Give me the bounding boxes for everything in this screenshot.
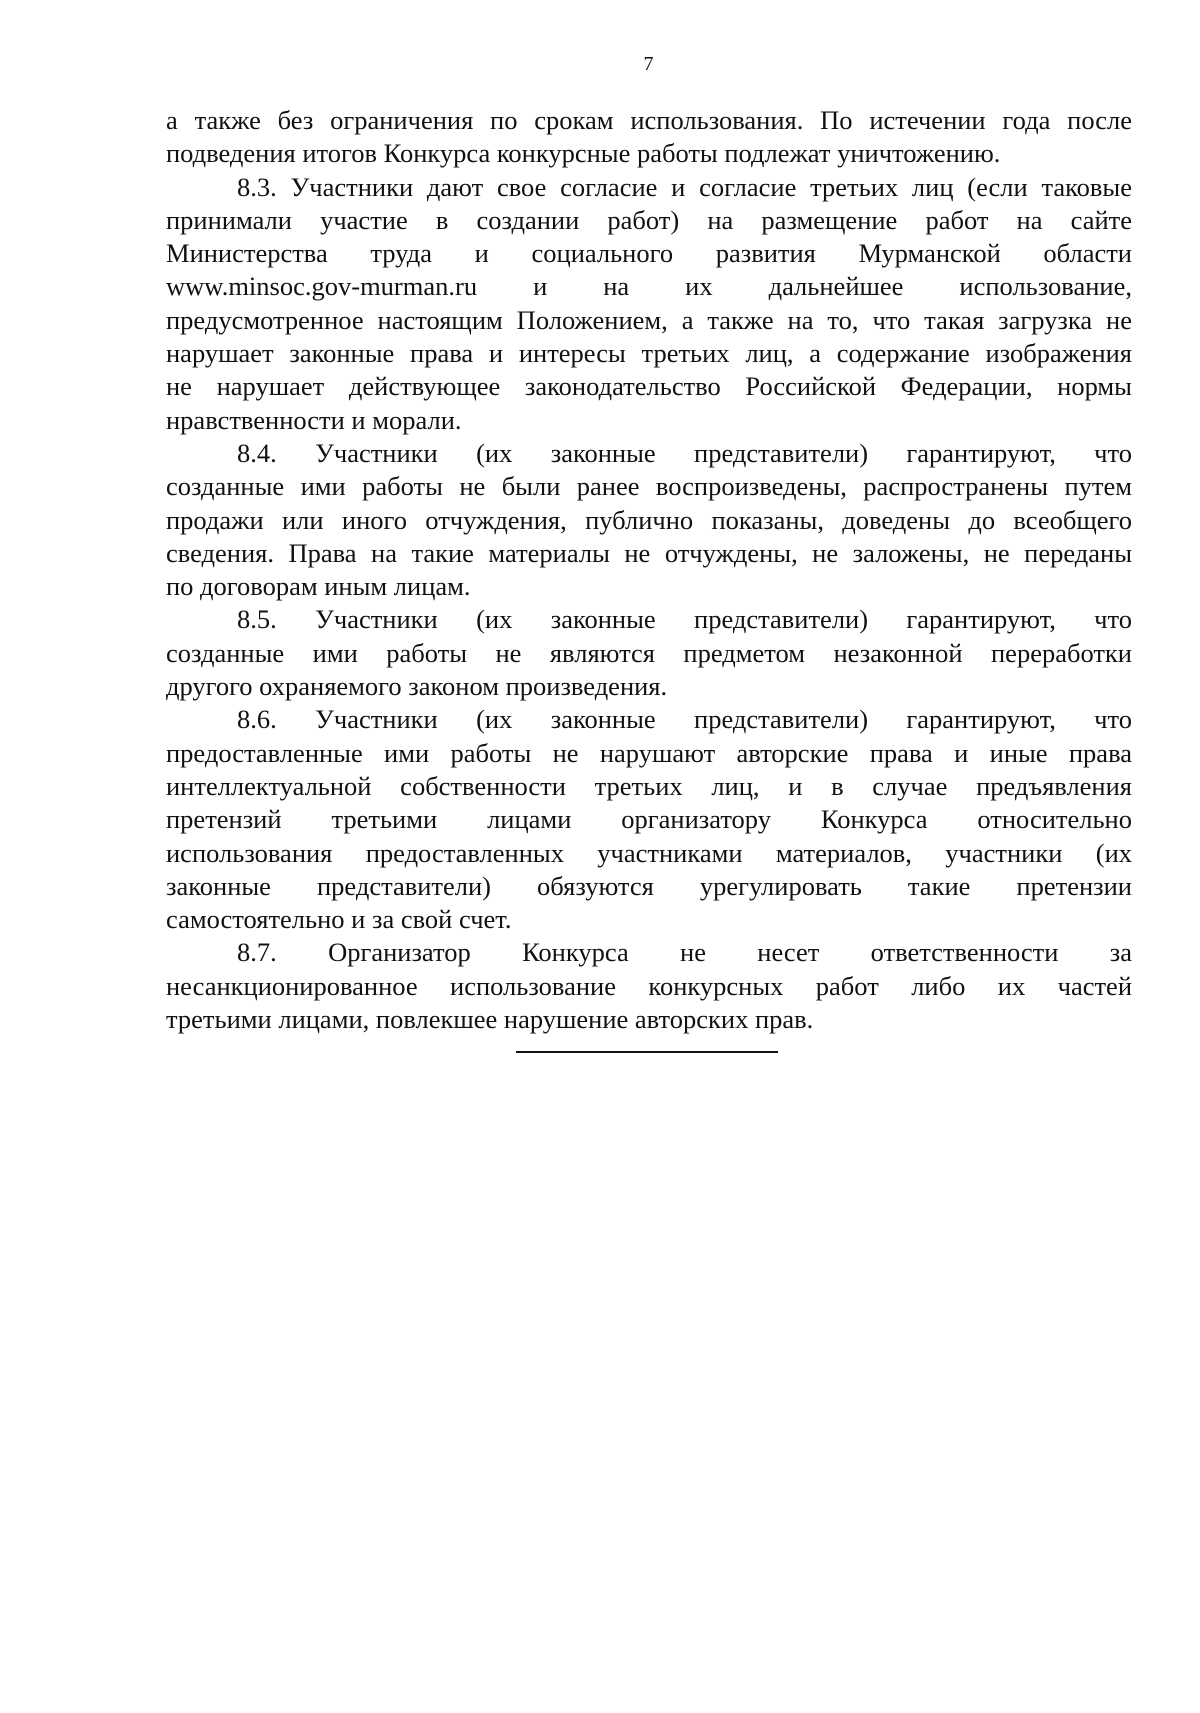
text-line: Министерства труда и социального развития Мурманской области: [166, 238, 1132, 269]
text-line: www.minsoc.gov-murman.ru и на их дальнейшее использование,: [166, 271, 1132, 302]
text-line: интеллектуальной собственности третьих лиц, и в случае предъявления: [166, 770, 1132, 801]
clause-8-7-start: 8.7. Организатор Конкурса не несет ответственности за: [237, 937, 1132, 968]
clause-8-4-start: 8.4. Участники (их законные представители) гарантируют, что: [237, 437, 1132, 468]
text-line: созданные ими работы не были ранее воспроизведены, распространены путем: [166, 471, 1132, 502]
text-line: не нарушает действующее законодательство Российской Федерации, нормы: [166, 371, 1132, 402]
document-body: [166, 104, 1132, 1036]
text-line: предоставленные ими работы не нарушают авторские права и иные права: [166, 737, 1132, 768]
text-line: принимали участие в создании работ) на размещение работ на сайте: [166, 204, 1132, 235]
text-line: а также без ограничения по срокам использования. По истечении года после: [166, 105, 1132, 135]
text-line: законные представители) обязуются урегулировать такие претензии: [166, 870, 1132, 901]
text-line: сведения. Права на такие материалы не отчуждены, не заложены, не переданы: [166, 537, 1132, 568]
text-line: третьими лицами, повлекшее нарушение авторских прав.: [166, 1004, 814, 1035]
text-line: по договорам иным лицам.: [166, 571, 471, 602]
text-line: созданные ими работы не являются предметом незаконной переработки: [166, 637, 1132, 668]
text-line: использования предоставленных участниками материалов, участники (их: [166, 837, 1132, 868]
end-divider: [516, 1051, 778, 1053]
clause-8-3-start: 8.3. Участники дают свое согласие и согласие третьих лиц (если таковые: [237, 171, 1132, 202]
text-line: другого охраняемого законом произведения.: [166, 671, 668, 702]
page-number: 7: [643, 53, 654, 75]
text-line: нравственности и морали.: [166, 404, 462, 435]
text-line: претензий третьими лицами организатору Конкурса относительно: [166, 804, 1132, 835]
text-line: нарушает законные права и интересы третьих лиц, а содержание изображения: [166, 338, 1132, 369]
text-line: несанкционированное использование конкурсных работ либо их частей: [166, 970, 1132, 1001]
text-line: предусмотренное настоящим Положением, а также на то, что такая загрузка не: [166, 304, 1132, 335]
clause-8-5-start: 8.5. Участники (их законные представители) гарантируют, что: [237, 604, 1132, 635]
text-line: продажи или иного отчуждения, публично показаны, доведены до всеобщего: [166, 504, 1132, 535]
text-line: подведения итогов Конкурса конкурсные работы подлежат уничтожению.: [166, 138, 1001, 169]
text-line: самостоятельно и за свой счет.: [166, 904, 512, 935]
clause-8-6-start: 8.6. Участники (их законные представители) гарантируют, что: [237, 704, 1132, 735]
